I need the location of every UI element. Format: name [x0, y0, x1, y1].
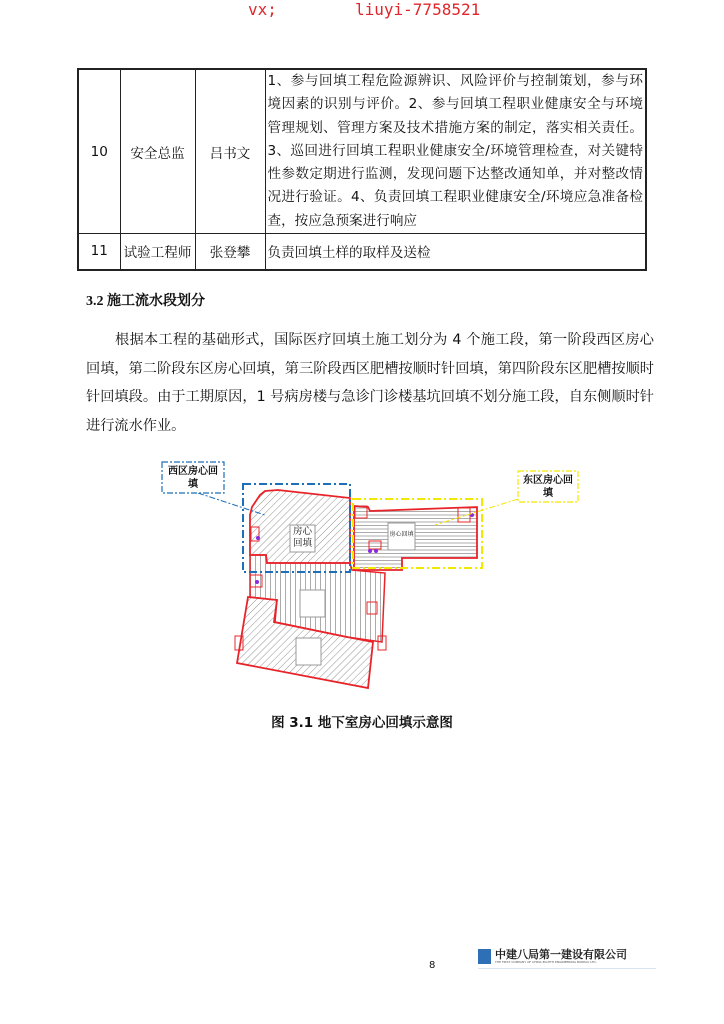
watermark-right: liuyi-7758521	[355, 0, 481, 19]
section-heading: 3.2 施工流水段划分	[86, 294, 205, 309]
company-logo-icon	[478, 949, 491, 964]
cell-no: 11	[78, 234, 120, 270]
company-name: 中建八局第一建设有限公司	[495, 947, 627, 961]
body-paragraph: 根据本工程的基础形式，国际医疗回填土施工划分为 4 个施工段，第一阶段西区房心回填，第二阶段东区房心回填，第三阶段西区肥槽按顺时针回填，第四阶段东区肥槽按顺时针回填段。由于工期原因，1 号病房楼与急诊门诊楼基坑回填不划分施工段，自东侧顺时针进行流水作业。	[86, 332, 654, 434]
west-inner-label: 房心回填	[292, 526, 312, 549]
cell-duty: 1、参与回填工程危险源辨识、风险评价与控制策划，参与环境因素的识别与评价。2、参与回填工程职业健康安全与环境管理规划、管理方案及技术措施方案的制定，落实相关责任。3、巡回进行回填工程职业健康安全/环境管理检查，对关键特性参数定期进行监测，发现问题下达整改通知单，并对整改情况进行验证。4、负责回填工程职业健康安全/环境应急准备检查，按应急预案进行响应	[265, 69, 646, 234]
cell-role: 试验工程师	[120, 234, 195, 270]
west-zone-label: 西区房心回填	[168, 466, 218, 490]
east-zone-label: 东区房心回填	[523, 475, 573, 499]
figure-caption: 图 3.1 地下室房心回填示意图	[271, 715, 453, 731]
cell-name: 吕书文	[195, 69, 265, 234]
watermark-left: vx;	[248, 0, 277, 19]
company-logo	[478, 944, 656, 969]
cell-no: 10	[78, 69, 120, 234]
cell-name: 张登攀	[195, 234, 265, 270]
page-number: 8	[429, 960, 436, 971]
company-name-en: THE FIRST COMPANY OF CHINA EIGHTH ENGINEERING BUREAU LTD.	[495, 959, 597, 964]
east-inner-label: 房心回填	[389, 531, 414, 538]
cell-role: 安全总监	[120, 69, 195, 234]
cell-duty: 负责回填土样的取样及送检	[265, 234, 646, 270]
